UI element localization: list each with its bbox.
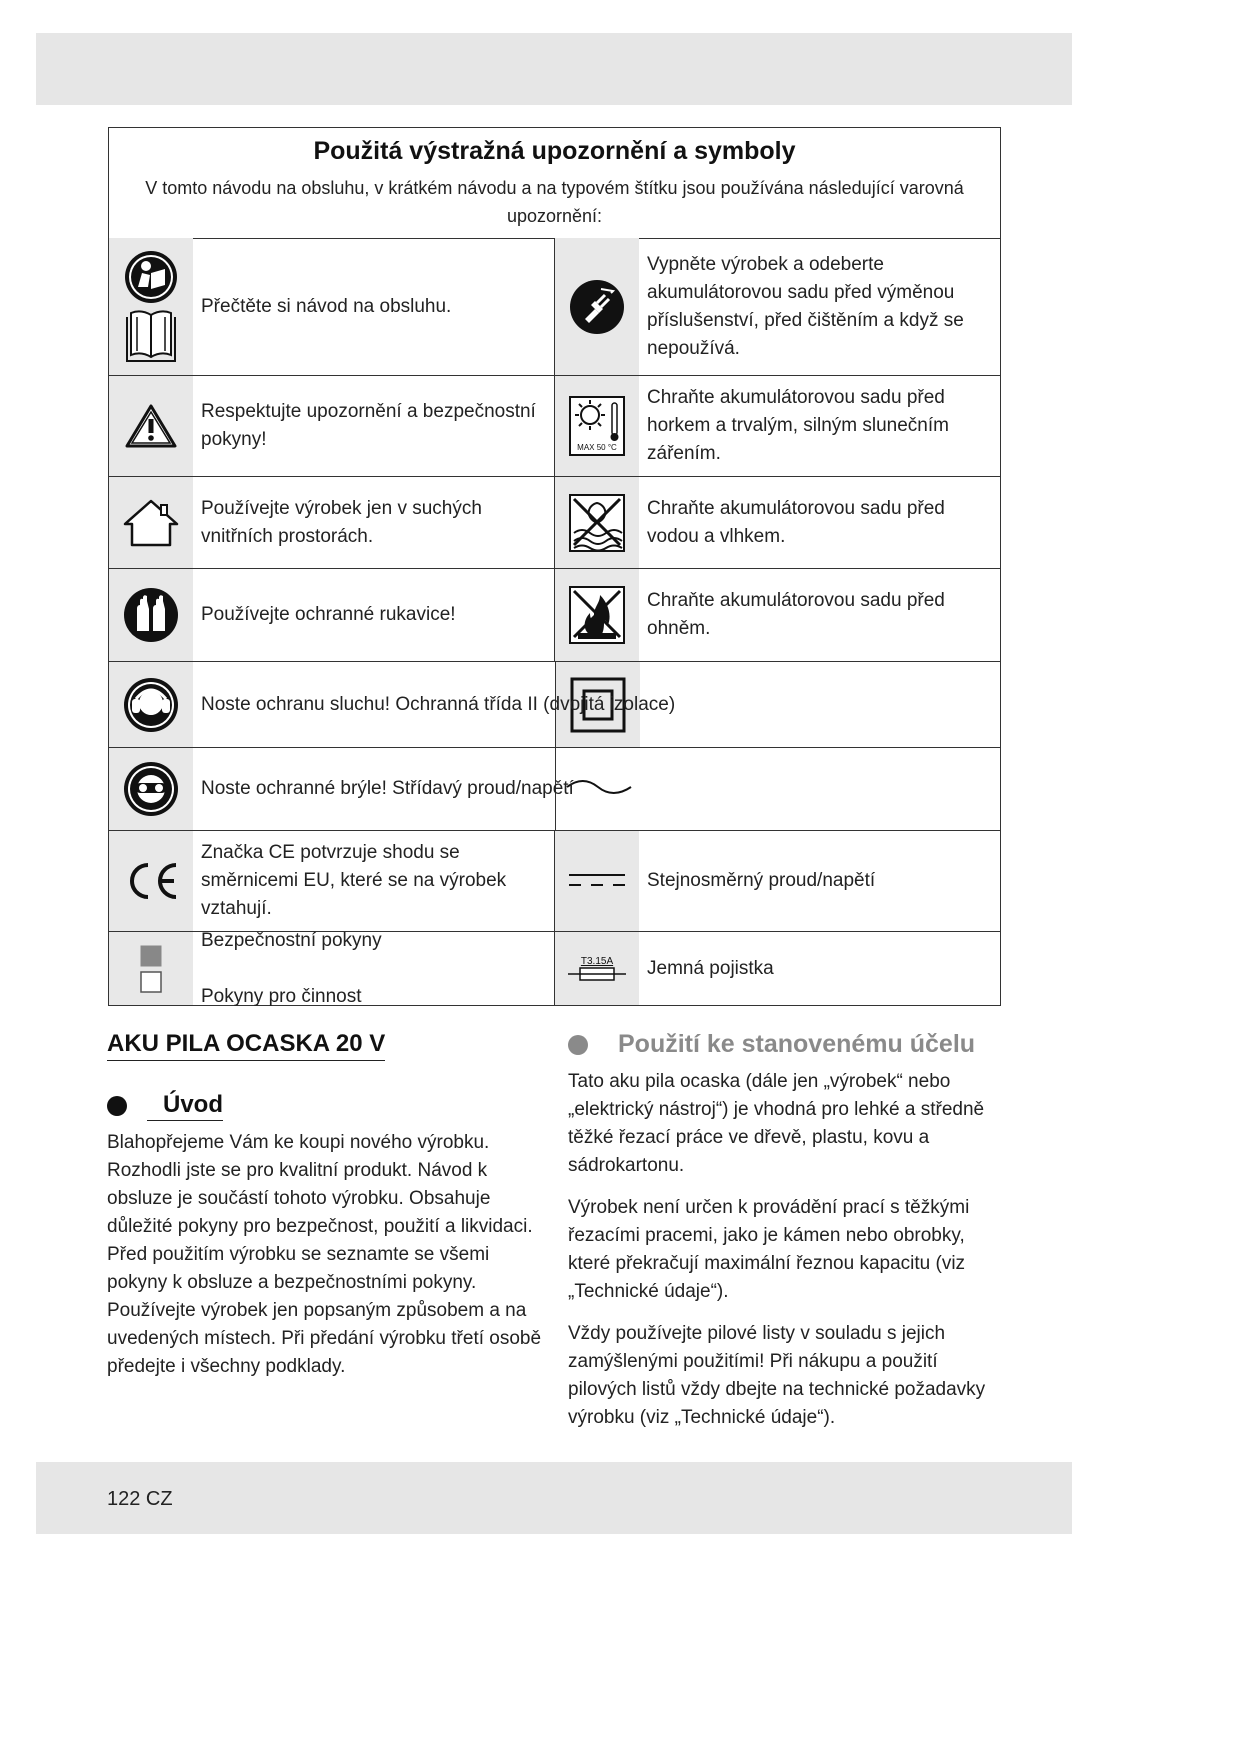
right-column (568, 1030, 1008, 1432)
table-cell (109, 662, 1000, 747)
table-cell (109, 748, 1000, 830)
no-water-icon (555, 477, 639, 568)
page-number: 122 CZ (107, 1488, 173, 1510)
table-row (109, 477, 1000, 569)
table-row (109, 929, 1000, 1007)
cell-text: Pokyny pro činnost (201, 985, 362, 1007)
fuse-rating-label: T3.15A (580, 955, 614, 967)
heat-limit-label: MAX 50 °C (577, 443, 617, 452)
bullet-icon (107, 1096, 127, 1116)
gloves-icon (109, 569, 193, 661)
intended-use-heading-row (568, 1030, 1008, 1060)
cell-text: Značka CE potvrzuje shodu se směrnicemi EU, které se na výrobek vztahují. (201, 842, 507, 919)
cell-text: Vypněte výrobek a odeberte akumulátorovou sadu před výměnou příslušenství, před čištěním a když se nepoužívá. (647, 253, 964, 359)
intro-heading-row (107, 1091, 547, 1121)
heat-sun-icon (555, 376, 639, 476)
table-row (109, 831, 1000, 932)
cell-text: Noste ochranu sluchu! Ochranná třída II (dvojitá izolace) (201, 693, 676, 715)
table-intro: V tomto návodu na obsluhu, v krátkém návodu a na typovém štítku jsou používána následující varovná upozornění: (145, 178, 964, 226)
no-fire-icon (555, 569, 639, 661)
safety-squares-icon (109, 932, 193, 1005)
table-cell (555, 569, 1000, 661)
table-header (109, 128, 1000, 239)
intended-use-heading: Použití ke stanovenému účelu (618, 1030, 976, 1058)
cell-text: Jemná pojistka (647, 957, 774, 979)
table-cell (555, 477, 1000, 568)
cell-text: Přečtěte si návod na obsluhu. (201, 295, 452, 317)
cell-text: Používejte ochranné rukavice! (201, 604, 456, 625)
left-column (107, 1030, 547, 1381)
table-cell (109, 929, 555, 1007)
warning-triangle-icon (109, 376, 193, 476)
cell-text: Respektujte upozornění a bezpečnostní pokyny! (201, 401, 536, 450)
intro-text: Blahopřejeme Vám ke koupi nového výrobku. Rozhodli jste se pro kvalitní produkt. Návod k obsluze je součástí tohoto výrobku. Obsahuje důležité pokyny pro bezpečnost, použití a likvidaci. Před použitím výrobku se seznamte se všemi pokyny k obsluze a bezpečnostními pokyny. Používejte výrobek jen popsaným způsobem a na uvedených místech. Při předání výrobku třetí osobě předejte i všechny podklady. (107, 1132, 542, 1377)
table-cell (555, 932, 1000, 1005)
intended-use-para-1: Tato aku pila ocaska (dále jen „výrobek“ nebo „elektrický nástroj“) je vhodná pro lehké a středně těžké řezací práce ve dřevě, plastu, kovu a sádrokartonu. (568, 1071, 985, 1176)
cell-text: Chraňte akumulátorovou sadu před horkem a trvalým, silným slunečním zářením. (647, 387, 949, 464)
cell-text: Chraňte akumulátorovou sadu před vodou a vlhkem. (647, 497, 945, 547)
ce-mark-icon (109, 831, 193, 931)
table-row (109, 238, 1000, 376)
cell-text: Bezpečnostní pokyny (201, 929, 382, 951)
intended-use-para-3: Vždy používejte pilové listy v souladu s jejich zamýšlenými použitími! Při nákupu a použití pilových listů vždy dbejte na technické požadavky výrobku (viz „Technické údaje“). (568, 1323, 986, 1428)
header-band (36, 33, 1072, 105)
cell-text: Stejnosměrný proud/napětí (647, 870, 876, 891)
table-title: Použitá výstražná upozornění a symboly (313, 137, 796, 165)
table-cell (109, 569, 555, 661)
cell-text: Používejte výrobek jen v suchých vnitřních prostorách. (201, 497, 482, 547)
footer-band (36, 1462, 1072, 1534)
table-cell (555, 831, 1000, 931)
unplug-battery-icon (555, 238, 639, 375)
direct-current-icon (555, 831, 639, 931)
intended-use-para-2: Výrobek není určen k provádění prací s těžkými řezacími pracemi, jako je kámen nebo obrobky, které překračují maximální řeznou kapacitu (viz „Technické údaje“). (568, 1197, 970, 1302)
table-row (109, 376, 1000, 477)
table-cell (109, 238, 555, 375)
table-row (109, 569, 1000, 662)
table-row (109, 748, 1000, 831)
table-cell (109, 477, 555, 568)
intro-heading: Úvod (147, 1091, 223, 1121)
safety-goggles-icon (109, 748, 193, 830)
table-cell (555, 376, 1000, 476)
product-title: AKU PILA OCASKA 20 V (107, 1030, 385, 1061)
indoor-house-icon (109, 477, 193, 568)
fuse-icon (555, 932, 639, 1005)
table-row (109, 662, 1000, 748)
symbols-table (108, 127, 1001, 1006)
cell-text: Chraňte akumulátorovou sadu před ohněm. (647, 590, 945, 639)
hearing-protection-icon (109, 662, 193, 747)
table-cell (109, 831, 555, 931)
read-manual-icon (109, 238, 193, 375)
table-cell (555, 238, 1000, 375)
table-cell (109, 376, 555, 476)
cell-text: Noste ochranné brýle! Střídavý proud/napětí (201, 778, 574, 799)
bullet-icon (568, 1035, 588, 1055)
